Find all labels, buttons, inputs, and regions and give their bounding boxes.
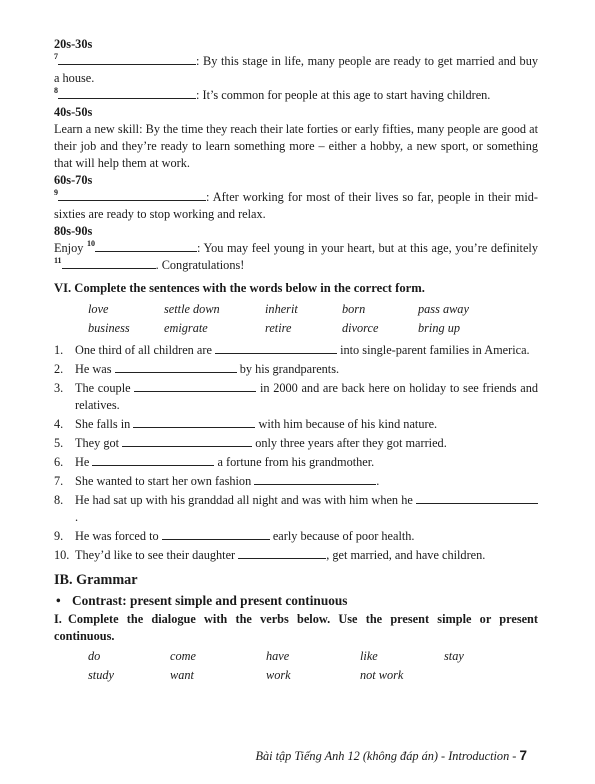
item-8-text: : It’s common for people at this age to start having children. xyxy=(196,88,491,102)
sentence-text: He was forced to xyxy=(75,529,159,543)
item-9-text: : After working for most of their lives so far, people in their mid-sixties are ready to stop working and relax. xyxy=(54,190,538,221)
sentence-text: They got xyxy=(75,436,120,450)
item-11-text: . Congratulations! xyxy=(155,258,245,272)
answer-blank[interactable] xyxy=(134,380,256,392)
verb-bank-word: come xyxy=(170,649,196,663)
section-vi-title: VI. Complete the sentences with the words below in the correct form. xyxy=(54,281,425,295)
sentence-text: They’d like to see their daughter xyxy=(75,548,236,562)
item-9 xyxy=(54,189,538,223)
answer-blank[interactable] xyxy=(133,416,255,428)
heading-20s-30s: 20s-30s xyxy=(54,37,93,51)
answer-blank-7[interactable] xyxy=(58,53,196,65)
sentence-number: 9. xyxy=(54,529,64,543)
answer-blank[interactable] xyxy=(254,473,376,485)
sentence-number: 2. xyxy=(54,362,64,376)
answer-blank[interactable] xyxy=(238,547,326,559)
page-number: 7 xyxy=(519,748,527,763)
sentence-number: 8. xyxy=(54,493,64,507)
sentence-number: 5. xyxy=(54,436,64,450)
sentence-text: only three years after they got married. xyxy=(255,436,447,450)
verb-bank-word: want xyxy=(170,668,194,682)
sentence-number: 10. xyxy=(54,548,70,562)
verb-bank-word: have xyxy=(266,649,290,663)
sentence-text: The couple xyxy=(75,381,131,395)
sentence-list xyxy=(54,342,538,564)
sentence-text: early because of poor health. xyxy=(272,529,415,543)
grammar-topic-text: Contrast: present simple and present continuous xyxy=(72,593,348,608)
sentence-number: 6. xyxy=(54,455,64,469)
sentence-number: 4. xyxy=(54,417,64,431)
sentence-item xyxy=(54,342,538,359)
item-7-number: 7 xyxy=(54,52,58,61)
sentence-text: . xyxy=(75,510,79,524)
sentence-item xyxy=(54,454,538,471)
sentence-text: She falls in xyxy=(75,417,131,431)
sentence-item xyxy=(54,416,538,433)
answer-blank-8[interactable] xyxy=(58,87,196,99)
verb-bank xyxy=(88,648,538,686)
verb-bank-word: stay xyxy=(444,649,464,663)
sentence-number: 7. xyxy=(54,474,64,488)
answer-blank-9[interactable] xyxy=(58,189,206,201)
item-10-number: 10 xyxy=(86,239,95,248)
answer-blank-10[interactable] xyxy=(95,240,197,252)
exercise-instruction xyxy=(54,611,538,645)
verb-bank-word: like xyxy=(360,649,378,663)
heading-80s-90s: 80s-90s xyxy=(54,224,93,238)
sentence-text: One third of all children are xyxy=(75,343,212,357)
sentence-text: He was xyxy=(75,362,112,376)
grammar-heading: IB. Grammar xyxy=(54,572,138,588)
heading-40s-50s: 40s-50s xyxy=(54,105,93,119)
sentence-text: . xyxy=(376,474,380,488)
sentence-text: in 2000 and are back here on holiday to see friends and relatives. xyxy=(75,381,539,412)
answer-blank[interactable] xyxy=(416,492,538,504)
paragraph-learn-skill: Learn a new skill: By the time they reach their late forties or early fifties, many people are good at their job and they’re ready to learn something more – either a hobby, a new sport, or something that will help them at work. xyxy=(54,122,538,170)
answer-blank[interactable] xyxy=(122,435,252,447)
sentence-item xyxy=(54,380,538,414)
verb-bank-word: do xyxy=(88,649,101,663)
word-bank-word: born xyxy=(342,302,366,316)
sentence-item xyxy=(54,361,538,378)
sentence-text: , get married, and have children. xyxy=(326,548,486,562)
word-bank-word: love xyxy=(88,302,109,316)
exercise-number: I. xyxy=(54,612,62,626)
item-7 xyxy=(54,53,538,87)
word-bank-word: business xyxy=(88,321,130,335)
item-10-text: : You may feel young in your heart, but at this age, you’re definitely xyxy=(196,241,538,255)
bullet-icon: • xyxy=(56,593,61,608)
answer-blank-11[interactable] xyxy=(62,257,156,269)
verb-bank-row-1 xyxy=(88,648,464,667)
sentence-text: He xyxy=(75,455,90,469)
verb-bank-word: study xyxy=(88,668,114,682)
sentence-number: 1. xyxy=(54,343,64,357)
exercise-instruction-text: Complete the dialogue with the verbs below. Use the present simple or present continuous. xyxy=(54,612,538,643)
word-bank-word: emigrate xyxy=(164,321,208,335)
answer-blank[interactable] xyxy=(215,342,337,354)
item-8 xyxy=(54,87,538,104)
sentence-text: by his grandparents. xyxy=(239,362,340,376)
heading-60s-70s: 60s-70s xyxy=(54,173,93,187)
sentence-item xyxy=(54,528,538,545)
word-bank-word: pass away xyxy=(418,302,469,316)
worksheet-page xyxy=(54,36,538,686)
sentence-item xyxy=(54,435,538,452)
word-bank-word: bring up xyxy=(418,321,461,335)
answer-blank[interactable] xyxy=(92,454,214,466)
sentence-item xyxy=(54,547,538,564)
grammar-topic xyxy=(56,592,538,609)
sentence-number: 3. xyxy=(54,381,64,395)
item-11-number: 11 xyxy=(54,256,62,265)
word-bank-word: settle down xyxy=(164,302,220,316)
word-bank-word: retire xyxy=(265,321,292,335)
answer-blank[interactable] xyxy=(162,528,270,540)
item-8-number: 8 xyxy=(54,86,58,95)
verb-bank-row-2 xyxy=(88,667,464,686)
word-bank-word: inherit xyxy=(265,302,298,316)
item-7-text: : By this stage in life, many people are ready to get married and buy a house. xyxy=(54,54,538,85)
word-bank-row-1 xyxy=(88,301,469,320)
word-bank-word: divorce xyxy=(342,321,379,335)
enjoy-text: Enjoy xyxy=(54,241,84,255)
verb-bank-word: not work xyxy=(360,668,404,682)
sentence-text: He had sat up with his granddad all night and was with him when he xyxy=(75,493,413,507)
footer-text: Bài tập Tiếng Anh 12 (không đáp án) - Introduction - xyxy=(255,749,517,763)
item-10-11 xyxy=(54,240,538,274)
word-bank-row-2 xyxy=(88,320,469,339)
answer-blank[interactable] xyxy=(115,361,237,373)
verb-bank-empty xyxy=(444,667,464,686)
item-9-number: 9 xyxy=(54,188,58,197)
sentence-item xyxy=(54,473,538,490)
word-bank xyxy=(88,301,538,339)
verb-bank-word: work xyxy=(266,668,291,682)
sentence-text: with him because of his kind nature. xyxy=(258,417,438,431)
sentence-text: into single-parent families in America. xyxy=(340,343,530,357)
sentence-text: a fortune from his grandmother. xyxy=(217,455,375,469)
sentence-text: She wanted to start her own fashion xyxy=(75,474,252,488)
sentence-item xyxy=(54,492,538,526)
